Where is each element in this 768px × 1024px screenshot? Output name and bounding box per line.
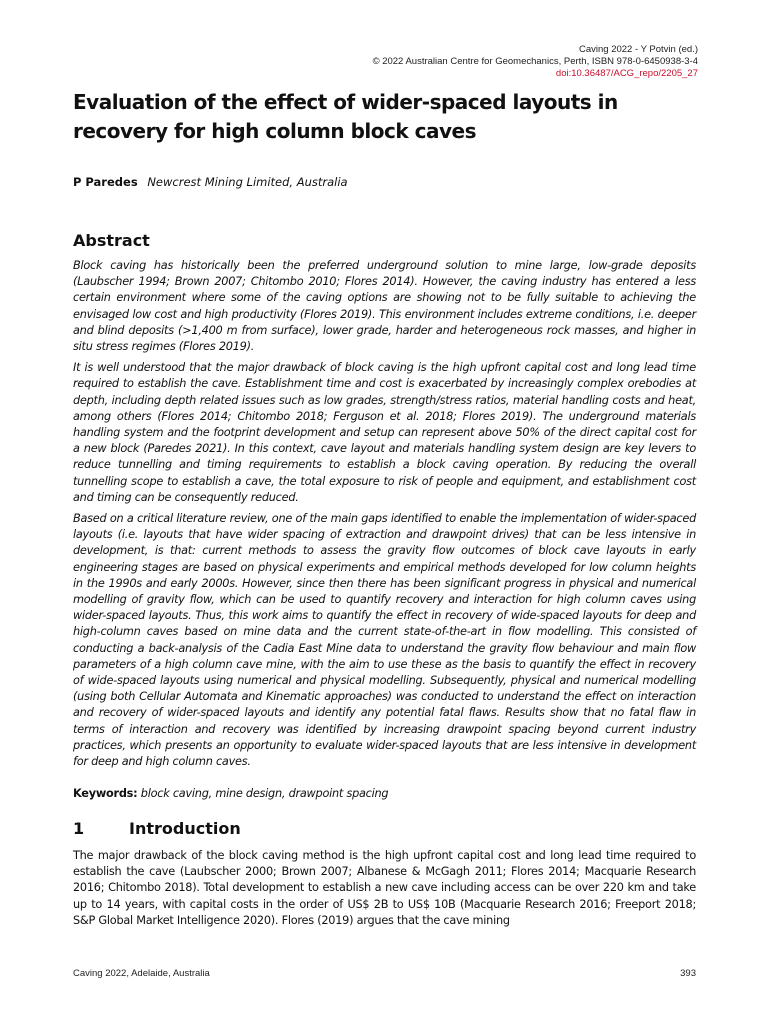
abstract-body: [73, 258, 696, 775]
author-name: P Paredes: [73, 175, 138, 189]
paper-title: Evaluation of the effect of wider-spaced layouts in recovery for high column block caves: [73, 90, 618, 143]
author-affiliation: Newcrest Mining Limited, Australia: [147, 175, 348, 189]
author-line: [73, 174, 348, 190]
footer-conference: Caving 2022, Adelaide, Australia: [73, 968, 210, 979]
page-number: 393: [680, 968, 696, 979]
header-copyright: © 2022 Australian Centre for Geomechanics, Perth, ISBN 978-0-6450938-3-4: [372, 56, 698, 67]
keywords-text: block caving, mine design, drawpoint spacing: [140, 787, 389, 800]
abstract-paragraph: It is well understood that the major drawback of block caving is the high upfront capital cost and long lead time required to establish the cave. Establishment time and cost is exacerbated by increasingly complex orebodies at depth, including depth related issues such as low grades, strength/stress ratios, material handling costs and heat, among others (Flores 2014; Chitombo 2018; Ferguson et al. 2018; Flores 2019). The underground materials handling system and the footprint development and setup can represent above 50% of the direct capital cost for a new block (Paredes 2021). In this context, cave layout and materials handling system design are key levers to reduce tunnelling and timing requirements to establish a block caving operation. By reducing the overall tunnelling scope to establish a cave, the total exposure to risk of people and equipment, and establishment cost and timing can be consequently reduced.: [73, 361, 696, 504]
header-proceedings: Caving 2022 - Y Potvin (ed.): [579, 44, 698, 55]
abstract-heading: Abstract: [73, 231, 150, 250]
introduction-heading: [73, 818, 241, 840]
page-footer: [73, 968, 696, 979]
introduction-body: [73, 848, 696, 929]
abstract-paragraph: Block caving has historically been the preferred underground solution to mine large, low-grade deposits (Laubscher 1994; Brown 2007; Chitombo 2010; Flores 2014). However, the caving industry has entered a less certain environment where some of the caving options are showing not to be fully suitable to achieving the envisaged low cost and high productivity (Flores 2019). This environment includes extreme conditions, i.e. deeper and blind deposits (>1,400 m from surface), lower grade, harder and heterogeneous rock masses, and higher in situ stress regimes (Flores 2019).: [73, 259, 696, 354]
introduction-paragraph: The major drawback of the block caving method is the high upfront capital cost and long lead time required to establish the cave (Laubscher 2000; Brown 2007; Albanese & McGagh 2011; Flores 2014; Macquarie Research 2016; Chitombo 2018). Total development to establish a new cave including access can be over 220 km and take up to 14 years, with capital costs in the order of US$ 2B to US$ 10B (Macquarie Research 2016; Freeport 2018; S&P Global Market Intelligence 2020). Flores (2019) argues that the cave mining: [73, 849, 696, 927]
abstract-paragraph: Based on a critical literature review, one of the main gaps identified to enable the implementation of wider-spaced layouts (i.e. layouts that have wider spacing of extraction and drawpoint drives) that can be less intensive in development, is that: current methods to assess the gravity flow outcomes of block cave layouts in early engineering stages are based on physical experiments and empirical methods developed for low column heights in the 1990s and early 2000s. However, since then there has been significant progress in physical and numerical modelling of gravity flow, which can be used to quantify recovery and interaction for high column caves using wider-spaced layouts. Thus, this work aims to quantify the effect in recovery of wide-spaced layouts for deep and high-column caves based on mine data and the current state-of-the-art in flow modelling. This consisted of conducting a back-analysis of the Cadia East Mine data to understand the gravity flow behaviour and main flow parameters of a high column cave mine, with the aim to use these as the basis to quantify the effect in recovery of wide-spaced layouts using numerical and physical modelling. Subsequently, physical and numerical modelling (using both Cellular Automata and Kinematic approaches) was conducted to understand the effect on interaction and recovery of wider-spaced layouts and identify any potential fatal flaws. Results show that no fatal flaw in terms of interaction and recovery was identified by increasing drawpoint spacing beyond current industry practices, which presents an opportunity to evaluate wider-spaced layouts that are less intensive in development for deep and high column caves.: [73, 512, 696, 769]
keywords-label: Keywords:: [73, 787, 138, 800]
section-number: 1: [73, 819, 85, 838]
keywords-line: [73, 786, 696, 802]
publication-header: [373, 44, 698, 80]
section-title: Introduction: [129, 819, 241, 838]
header-doi-link[interactable]: doi:10.36487/ACG_repo/2205_27: [555, 68, 698, 79]
